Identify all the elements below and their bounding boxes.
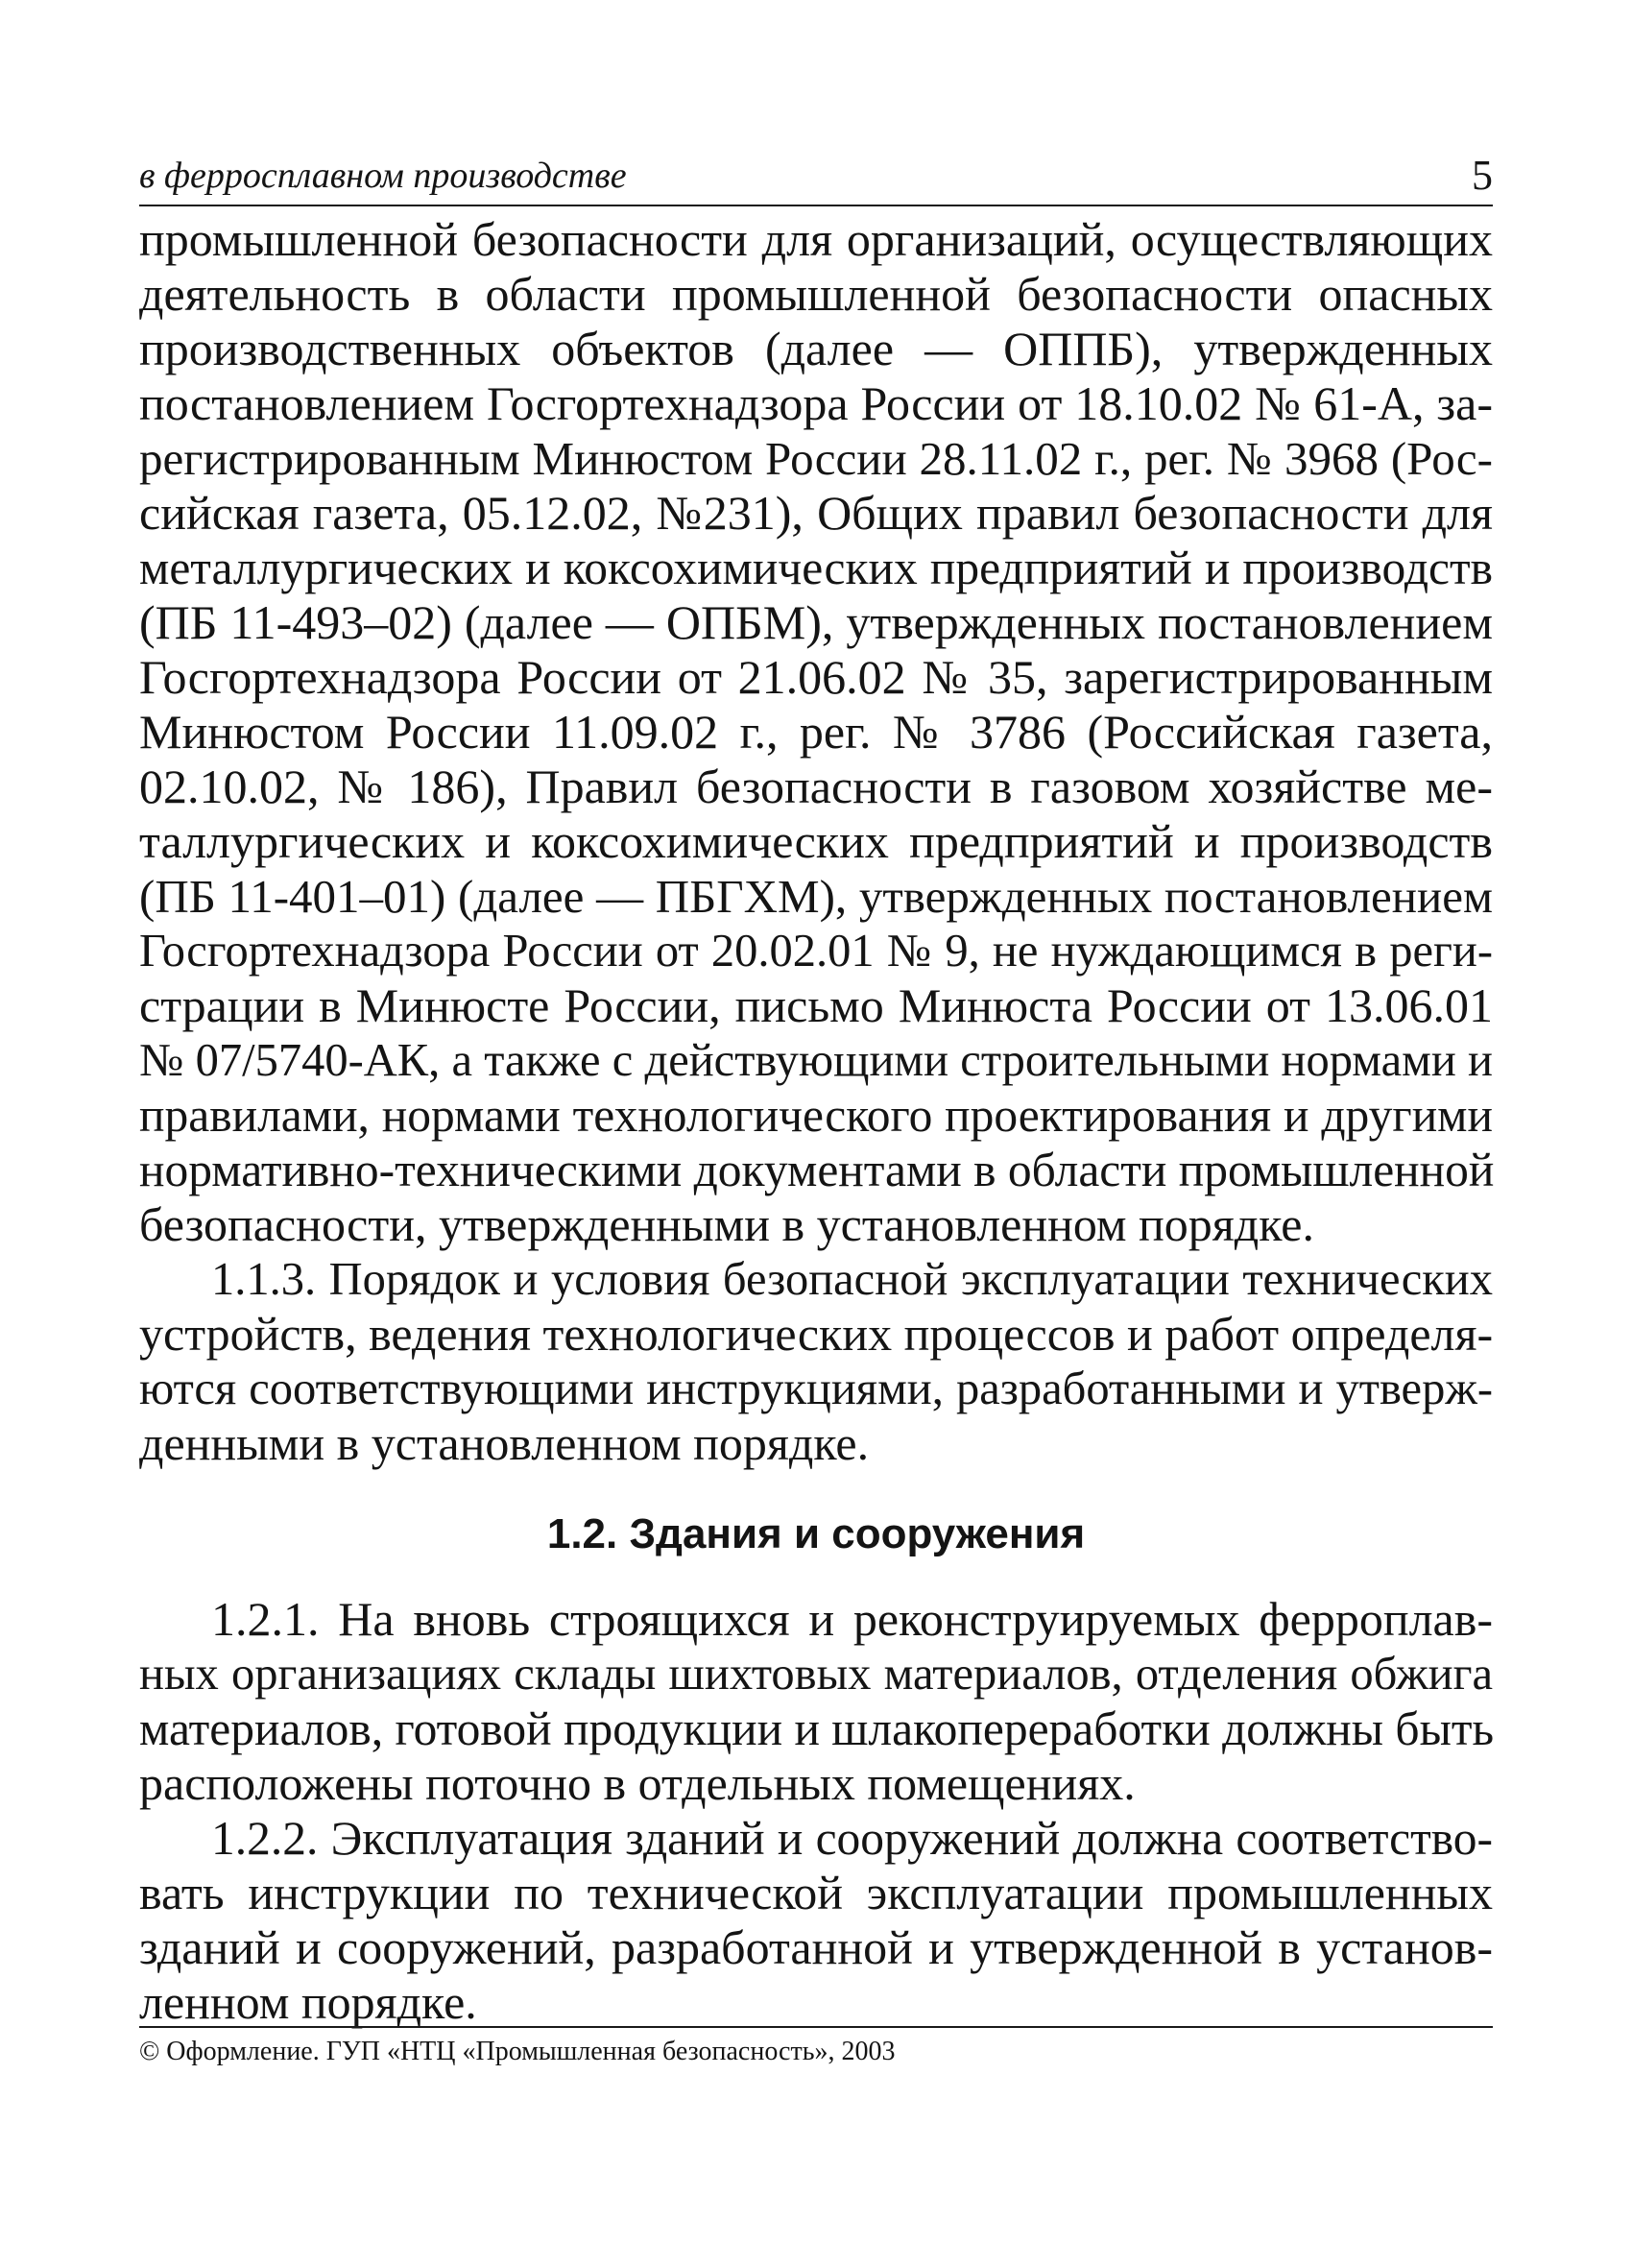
document-page bbox=[139, 130, 1493, 2165]
page-content bbox=[139, 212, 1493, 2030]
page-footer bbox=[139, 2026, 1493, 2068]
text-line: расположены поточно в отдельных помещениях. bbox=[139, 1756, 1136, 1810]
intro-paragraph bbox=[139, 212, 1493, 1252]
text-line: 02.10.02, № 186), Правил безопасности в газовом хозяйстве ме- bbox=[139, 760, 1493, 813]
text-line: металлургических и коксохимических предприятий и производств bbox=[139, 542, 1493, 594]
text-line: производственных объектов (далее — ОППБ), утвержденных bbox=[139, 322, 1493, 375]
text-line: регистрированным Минюстом России 28.11.02 г., рег. № 3968 (Рос- bbox=[139, 432, 1493, 485]
text-line: ются соответствующими инструкциями, разработанными и утверж- bbox=[139, 1363, 1493, 1414]
clause-1-1-3 bbox=[139, 1252, 1493, 1471]
section-heading: 1.2. Здания и сооружения bbox=[546, 1510, 1086, 1557]
text-line: № 07/5740-АК, а также с действующими строительными нормами и bbox=[139, 1035, 1493, 1086]
text-line: 1.2.1. На вновь строящихся и реконструируемых ферроплав- bbox=[211, 1592, 1493, 1646]
text-line: таллургических и коксохимических предприятий и производств bbox=[139, 814, 1493, 868]
text-line: (ПБ 11-401–01) (далее — ПБГХМ), утвержденных постановлением bbox=[139, 870, 1493, 923]
running-header bbox=[139, 149, 1493, 206]
text-line: Госгортехнадзора России от 21.06.02 № 35, зарегистрированным bbox=[139, 650, 1493, 704]
text-line: страции в Минюсте России, письмо Минюста России от 13.06.01 bbox=[139, 978, 1493, 1032]
text-line: 1.1.3. Порядок и условия безопасной эксплуатации технических bbox=[211, 1254, 1493, 1305]
text-line: правилами, нормами технологического проектирования и другими bbox=[139, 1089, 1493, 1142]
text-line: Минюстом России 11.09.02 г., рег. № 3786 (Российская газета, bbox=[139, 705, 1493, 759]
clause-1-2-1 bbox=[139, 1592, 1493, 1811]
text-line: безопасности, утвержденными в установленном порядке. bbox=[139, 1197, 1314, 1251]
clause-1-2-2 bbox=[139, 1811, 1493, 2030]
page-number: 5 bbox=[1472, 152, 1493, 199]
copyright-notice: © Оформление. ГУП «НТЦ «Промышленная безопасность», 2003 bbox=[139, 2037, 896, 2066]
text-line: денными в установленном порядке. bbox=[139, 1416, 870, 1470]
text-line: зданий и сооружений, разработанной и утвержденной в установ- bbox=[139, 1920, 1493, 1974]
text-line: 1.2.2. Эксплуатация зданий и сооружений должна соответство- bbox=[211, 1812, 1493, 1865]
text-line: Госгортехнадзора России от 20.02.01 № 9, не нуждающимся в реги- bbox=[139, 926, 1493, 977]
text-line: деятельность в области промышленной безопасности опасных bbox=[139, 267, 1493, 321]
text-line: материалов, готовой продукции и шлакопереработки должны быть bbox=[139, 1702, 1495, 1755]
text-line: вать инструкции по технической эксплуатации промышленных bbox=[139, 1866, 1493, 1919]
text-line: постановлением Госгортехнадзора России от 18.10.02 № 61-А, за- bbox=[139, 376, 1493, 430]
text-line: промышленной безопасности для организаций, осуществляющих bbox=[139, 212, 1493, 266]
text-line: (ПБ 11-493–02) (далее — ОПБМ), утвержденных постановлением bbox=[139, 595, 1493, 649]
text-line: ленном порядке. bbox=[139, 1975, 477, 2029]
running-title: в ферросплавном производстве bbox=[139, 156, 627, 196]
text-line: нормативно-техническими документами в области промышленной bbox=[139, 1144, 1495, 1196]
text-line: устройств, ведения технологических процессов и работ определя- bbox=[139, 1307, 1494, 1361]
text-line: ных организациях склады шихтовых материалов, отделения обжига bbox=[139, 1649, 1493, 1700]
text-line: сийская газета, 05.12.02, №231), Общих правил безопасности для bbox=[139, 486, 1493, 540]
